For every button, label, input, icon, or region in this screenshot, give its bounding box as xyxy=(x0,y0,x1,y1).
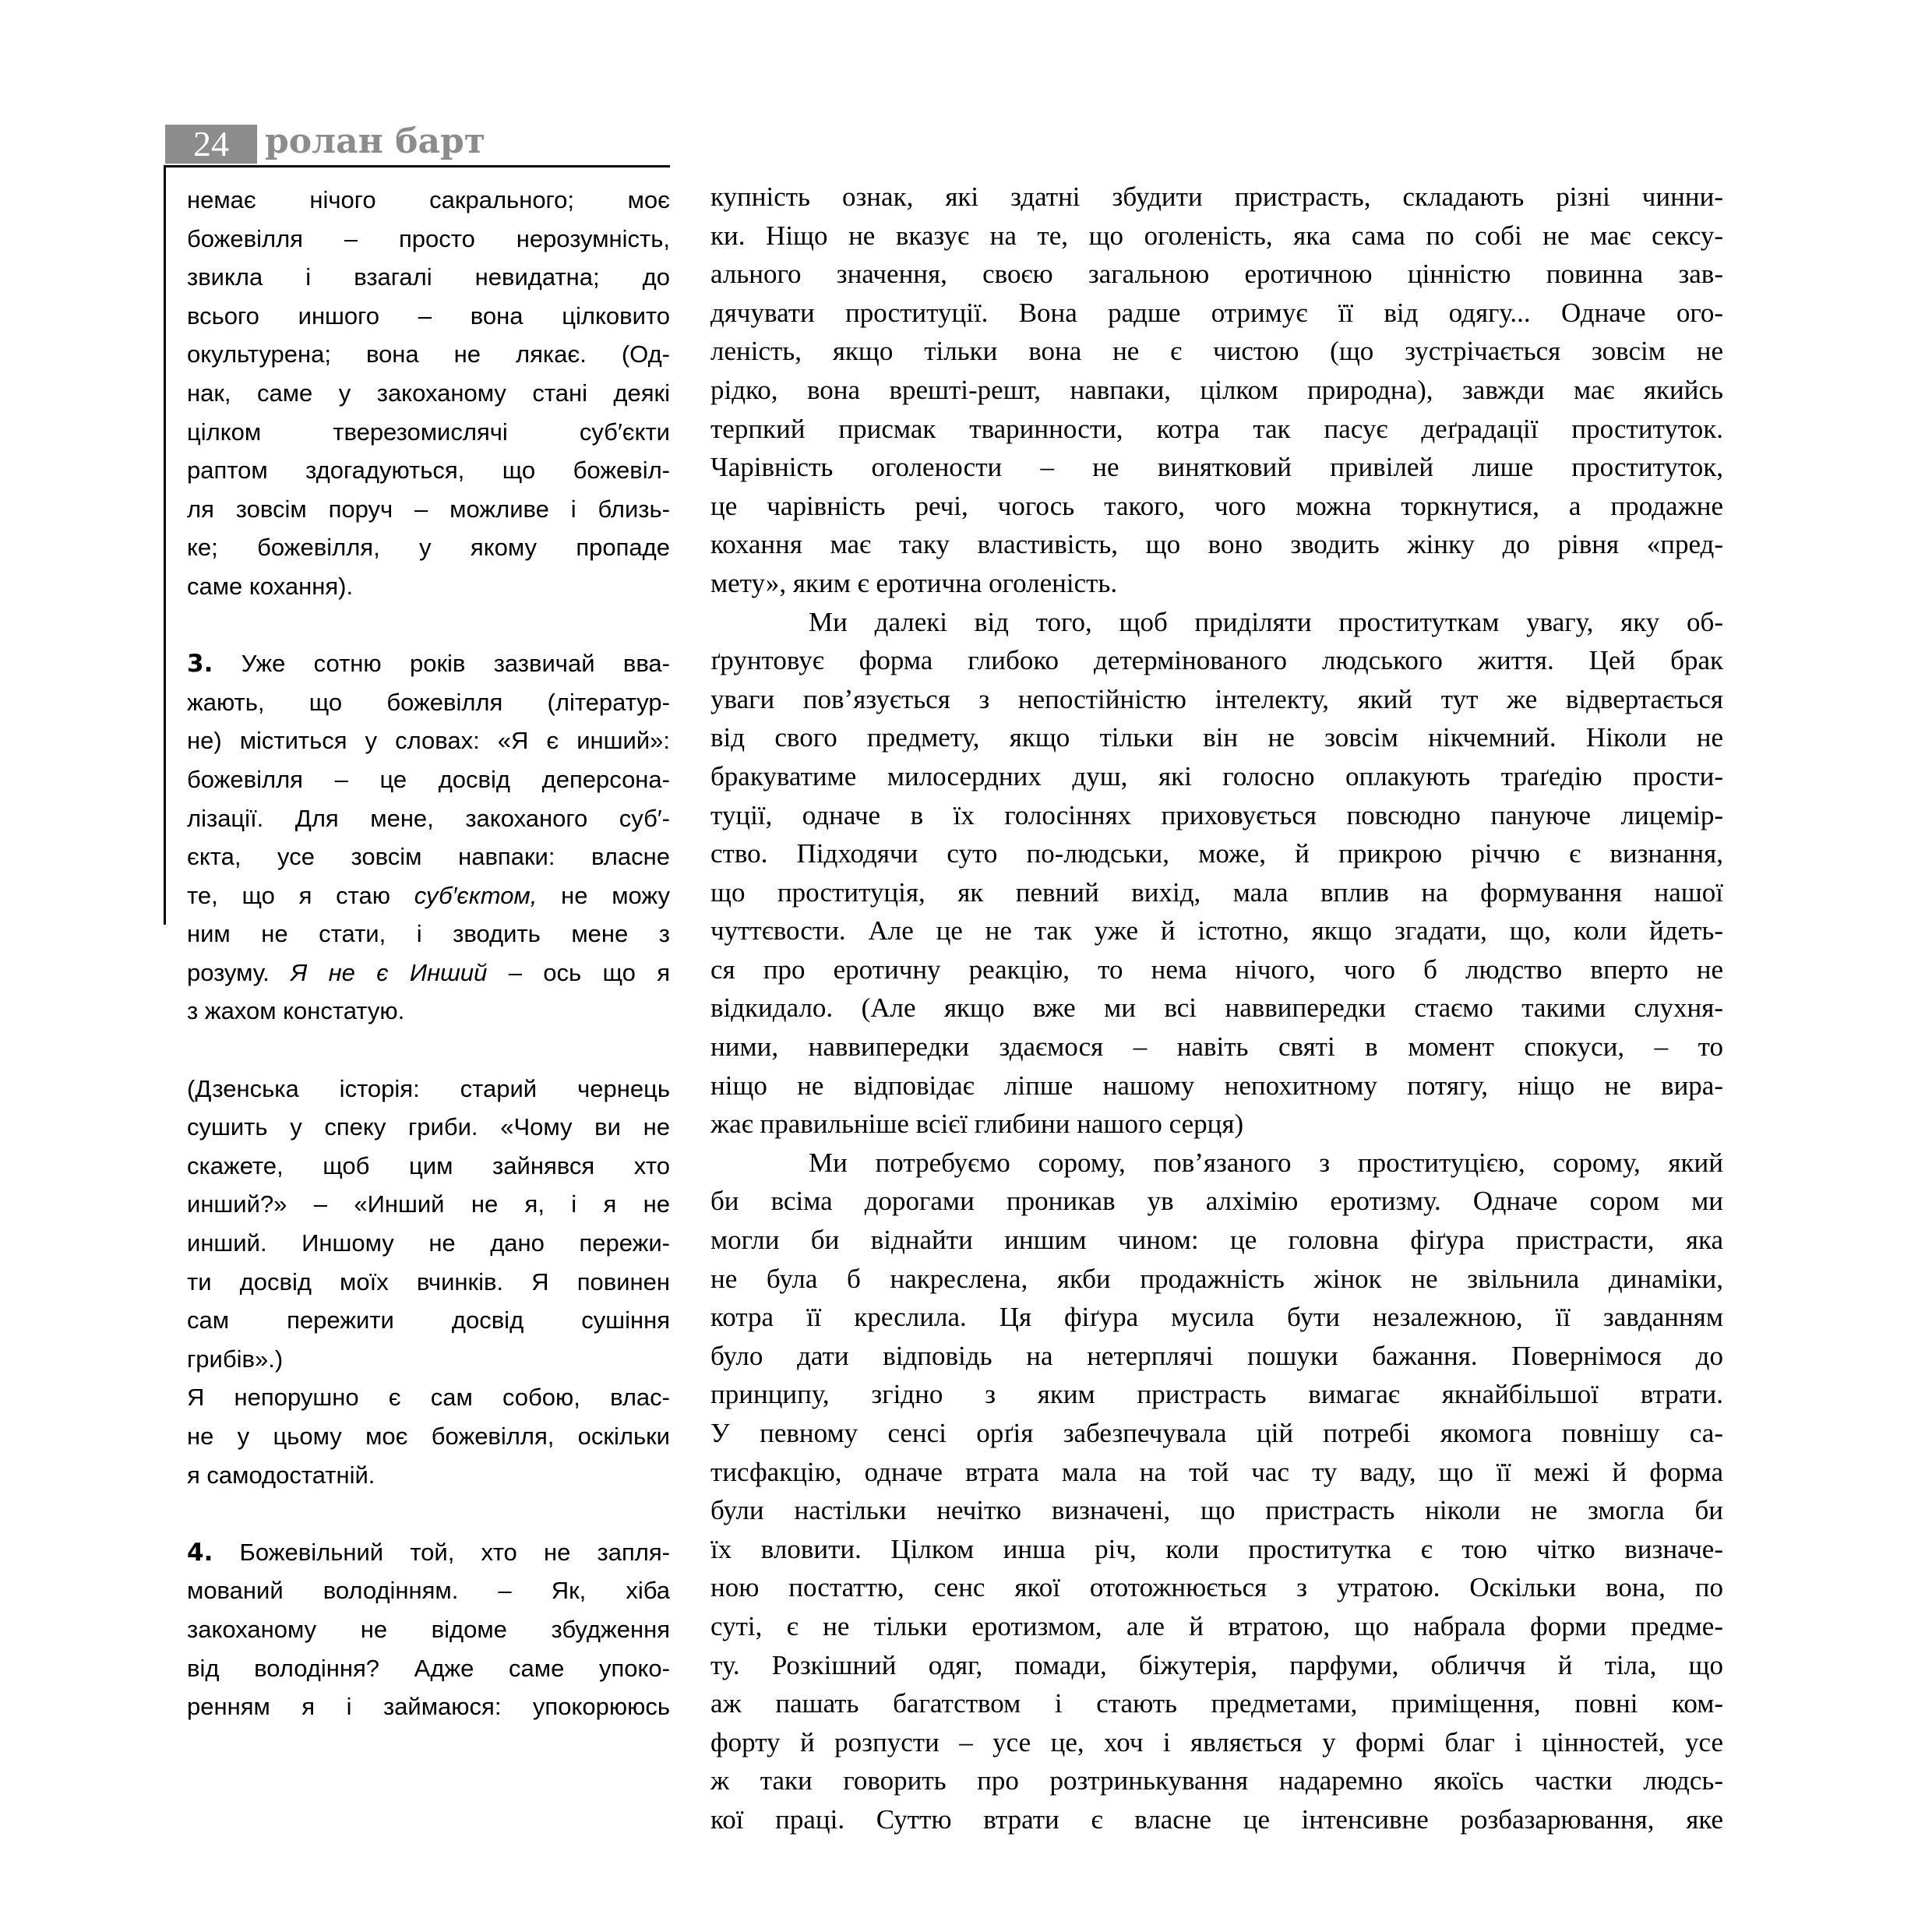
text-line: Чарівність оголености – не винятковий привілей лише проституток, xyxy=(710,452,1723,483)
text-line: мету», яким є еротична оголеність. xyxy=(710,567,1118,598)
text-line: ля зовсім поруч – можливе і близь- xyxy=(187,495,670,523)
text-line: всього иншого – вона цілковито xyxy=(187,301,670,330)
text-line: були настільки нечітко визначені, що пристрасть ніколи не змогла би xyxy=(710,1495,1723,1526)
text-line: У певному сенсі орґія забезпечувала цій потребі якомога повнішу са- xyxy=(710,1418,1723,1448)
text-line: ніщо не відповідає ліпше нашому непохитному потягу, ніщо не вира- xyxy=(710,1070,1723,1101)
text-line: инший. Иншому не дано пережи- xyxy=(187,1229,670,1257)
text-segment: розуму. xyxy=(187,958,291,986)
text-line: тисфакцію, одначе втрата мала на той час ту ваду, що її межі й форма xyxy=(710,1456,1723,1487)
text-line: кої праці. Суттю втрати є власне це інтенсивне розбазарювання, яке xyxy=(710,1803,1723,1835)
text-line: ке; божевілля, у якому пропаде xyxy=(187,534,670,562)
text-segment: Уже сотню років зазвичай вва- xyxy=(213,650,670,678)
text-line: від свого предмету, якщо тільки він не зовсім нікчемний. Ніколи не xyxy=(710,722,1723,753)
right-column-main-text xyxy=(710,178,1723,1839)
text-line: инший?» – «Инший не я, і я не xyxy=(187,1190,670,1218)
text-line: рідко, вона врешті-решт, навпаки, цілком природна), завжди має якийсь xyxy=(710,374,1723,405)
text-line: єкта, усе зовсім навпаки: власне xyxy=(187,843,670,871)
text-line: ту. Розкішний одяг, помади, біжутерія, парфуми, обличчя й тіла, що xyxy=(710,1649,1723,1680)
text-line xyxy=(187,1533,670,1572)
text-line: скажете, щоб цим зайнявся хто xyxy=(187,1151,670,1179)
text-line: жають, що божевілля (літератур- xyxy=(187,688,670,716)
text-line: суті, є не тільки еротизмом, але й втратою, що набрала форми предме- xyxy=(710,1610,1723,1641)
text-line: котра її креслила. Ця фіґура мусила бути незалежною, її завданням xyxy=(710,1302,1723,1333)
text-line: ною постаттю, сенс якої ототожнюється з утратою. Оскільки вона, по xyxy=(710,1572,1723,1603)
text-line: грибів».) xyxy=(187,1345,284,1373)
text-line: аж пашать багатством і стають предметами, приміщення, повні ком- xyxy=(710,1688,1723,1719)
text-line: ального значення, своєю загальною еротичною цінністю повинна зав- xyxy=(710,259,1723,290)
text-line: не) міститься у словах: «Я є инший»: xyxy=(187,727,670,755)
text-line: я самодостатній. xyxy=(187,1461,375,1489)
text-line: ж таки говорить про розтринькування надаремно якоїсь частки людсь- xyxy=(710,1765,1723,1796)
text-line: Ми далекі від того, щоб приділяти проституткам увагу, яку об- xyxy=(809,606,1723,637)
text-line: ним не стати, і зводить мене з xyxy=(187,920,670,948)
text-line: не була б накреслена, якби продажність жінок не звільнила динаміки, xyxy=(710,1263,1723,1294)
text-line: Ми потребуємо сорому, пов’язаного з проституцією, сорому, який xyxy=(809,1147,1723,1178)
text-line: було дати відповідь на нетерплячі пошуки бажання. Повернімося до xyxy=(710,1340,1723,1371)
text-line xyxy=(187,876,670,915)
section-number: 4. xyxy=(187,1538,213,1567)
text-line: немає нічого сакрального; моє xyxy=(187,186,670,213)
italic-text: Я не є Инший xyxy=(291,958,488,986)
text-line: цілком тверезомислячі суб′єкти xyxy=(187,418,670,446)
header-rule xyxy=(164,165,670,167)
text-line: кохання має таку властивість, що воно зводить жінку до рівня «пред- xyxy=(710,529,1723,560)
sidebar-rule xyxy=(164,165,166,925)
text-line: чуттєвости. Але це не так уже й істотно, якщо згадати, що, коли йдеть- xyxy=(710,915,1723,947)
text-line: би всіма дорогами проникав ув алхімію еротизму. Одначе сором ми xyxy=(710,1186,1723,1217)
paragraph-gap xyxy=(187,606,670,645)
text-segment: – ось що я xyxy=(487,958,670,986)
text-line xyxy=(187,644,670,683)
text-line: не у цьому моє божевілля, оскільки xyxy=(187,1423,670,1450)
text-line: купність ознак, які здатні збудити пристрасть, складають різні чинни- xyxy=(710,182,1723,212)
text-line: окультурена; вона не лякає. (Од- xyxy=(187,340,670,368)
text-line: з жахом констатую. xyxy=(187,997,405,1025)
text-segment: те, що я стаю xyxy=(187,881,414,909)
text-line: сам пережити досвід сушіння xyxy=(187,1306,670,1334)
text-line: від володіння? Адже саме упоко- xyxy=(187,1654,670,1682)
text-line: їх вловити. Цілком инша річ, коли проститутка є тою чітко визначе- xyxy=(710,1533,1723,1564)
text-line: бракуватиме милосердних душ, які голосно оплакують траґедію прости- xyxy=(710,760,1723,791)
text-line: сушить у спеку гриби. «Чому ви не xyxy=(187,1113,670,1141)
text-line: леність, якщо тільки вона не є чистою (що зустрічається зовсім не xyxy=(710,336,1723,367)
text-line: звикла і взагалі невидатна; до xyxy=(187,263,670,291)
text-line: мований володінням. – Як, хіба xyxy=(187,1577,670,1605)
page-number: 24 xyxy=(165,125,257,164)
text-line: терпкий присмак тваринности, котра так пасує деґрадації проституток. xyxy=(710,413,1723,444)
text-line: (Дзенська історія: старий чернець xyxy=(187,1074,670,1102)
text-line: нак, саме у закоханому стані деякі xyxy=(187,379,670,407)
text-line: ними, наввипередки здаємося – навіть святі в момент спокуси, – то xyxy=(710,1031,1723,1063)
text-line: ство. Підходячи суто по-людськи, може, й прикрою річчю є визнання, xyxy=(710,838,1723,869)
text-line: що проституція, як певний вихід, мала вплив на формування нашої xyxy=(710,876,1723,908)
text-segment: не можу xyxy=(537,881,670,909)
text-line: ти досвід моїх вчинків. Я повинен xyxy=(187,1267,670,1296)
paragraph-gap xyxy=(187,1494,670,1533)
text-line: раптом здогадуються, що божевіл- xyxy=(187,457,670,485)
text-line xyxy=(187,954,670,992)
text-line: ки. Ніщо не вказує на те, що оголеність, яка сама по собі не має сексу- xyxy=(710,220,1723,251)
text-line: жає правильніше всієї глибини нашого серця) xyxy=(710,1109,1244,1140)
running-title: ролан барт xyxy=(265,122,486,161)
text-line: закоханому не відоме збудження xyxy=(187,1615,670,1643)
text-line: це чарівність речі, чогось такого, чого можна торкнутися, а продажне xyxy=(710,490,1723,521)
text-segment: Божевільний той, хто не запля- xyxy=(213,1538,670,1566)
italic-text: суб′єктом, xyxy=(414,881,538,909)
text-line: дячувати проституції. Вона радше отримує її від одягу... Одначе ого- xyxy=(710,297,1723,328)
text-line: саме кохання). xyxy=(187,572,354,600)
text-line: принципу, згідно з яким пристрасть вимагає якнайбільшої втрати. xyxy=(710,1379,1723,1410)
text-line: ґрунтовує форма глибоко детермінованого людського життя. Цей брак xyxy=(710,645,1723,676)
text-line: могли би віднайти иншим чином: це головна фіґура пристрасти, яка xyxy=(710,1225,1723,1256)
text-line: лізації. Для мене, закоханого суб′- xyxy=(187,804,670,832)
text-line: відкидало. (Але якщо вже ми всі наввипередки стаємо такими слухня- xyxy=(710,992,1723,1024)
text-line: уваги пов’язується з непостійністю інтелекту, який тут же відвертається xyxy=(710,683,1723,714)
paragraph-gap xyxy=(187,1031,670,1070)
text-line: форту й розпусти – усе це, хоч і являється у формі благ і цінностей, усе xyxy=(710,1726,1723,1757)
text-line: туції, одначе в їх голосіннях приховується повсюдно пануюче лицемір- xyxy=(710,799,1723,830)
text-line: Я непорушно є сам собою, влас- xyxy=(187,1384,670,1412)
left-column-sidebar-text xyxy=(187,181,670,1726)
text-line: божевілля – просто нерозумність, xyxy=(187,224,670,252)
text-line: ся про еротичну реакцію, то нема нічого, чого б людство вперто не xyxy=(710,954,1723,985)
section-number: 3. xyxy=(187,650,213,679)
text-line: божевілля – це досвід деперсона- xyxy=(187,765,670,793)
text-line: ренням я і займаюся: упокорююсь xyxy=(187,1693,670,1721)
